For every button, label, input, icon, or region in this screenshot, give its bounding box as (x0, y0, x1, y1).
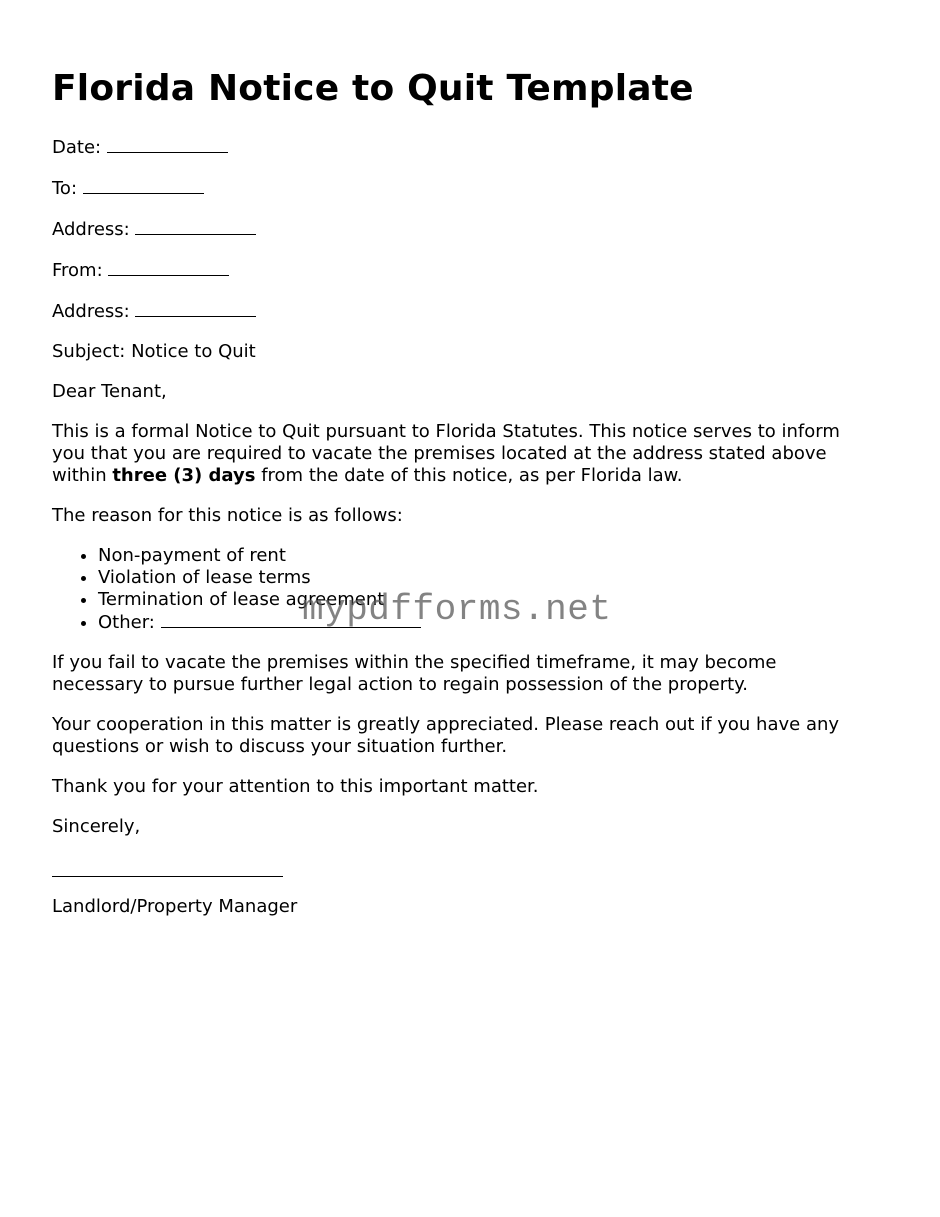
sender-address-blank (135, 300, 256, 317)
reason-heading: The reason for this notice is as follows: (52, 505, 403, 526)
reason-item: • Termination of lease agreement (98, 589, 872, 611)
date-field (52, 136, 872, 159)
from-field (52, 259, 872, 282)
recipient-address-label: Address: (52, 219, 130, 240)
to-field (52, 177, 872, 200)
from-label: From: (52, 260, 103, 281)
reason-item: • Violation of lease terms (98, 567, 872, 589)
subject-line: Subject: Notice to Quit (52, 341, 256, 362)
intro-paragraph (52, 421, 872, 487)
date-label: Date: (52, 137, 102, 158)
sender-address-label: Address: (52, 301, 130, 322)
from-blank (108, 259, 229, 276)
to-blank (83, 177, 204, 194)
other-label: Other: (98, 612, 155, 633)
consequence-paragraph: If you fail to vacate the premises within the specified timeframe, it may become necessary to pursue further legal action to regain possession of the property. (52, 652, 777, 695)
to-label: To: (52, 178, 78, 199)
notice-document (52, 66, 872, 936)
signature-line (52, 860, 872, 882)
salutation: Dear Tenant, (52, 381, 167, 402)
recipient-address-field (52, 218, 872, 241)
signature-blank (52, 860, 283, 877)
intro-text-start: This is a formal Notice to Quit pursuant to Florida Statutes. This notice serves to inform you that you are required to vacate the premises located at the address stated above within (52, 421, 840, 486)
deadline-emphasis: three (3) days (112, 465, 256, 486)
intro-text-end: from the date of this notice, as per Florida law. (255, 465, 683, 486)
closing: Sincerely, (52, 816, 141, 837)
document-title: Florida Notice to Quit Template (52, 68, 694, 109)
cooperation-paragraph: Your cooperation in this matter is greatly appreciated. Please reach out if you have any questions or wish to discuss your situation further. (52, 714, 840, 757)
date-blank (107, 136, 228, 153)
sender-address-field (52, 300, 872, 323)
reason-item: • Non-payment of rent (98, 545, 872, 567)
recipient-address-blank (135, 218, 256, 235)
signatory-title: Landlord/Property Manager (52, 896, 298, 917)
watermark: mypdfforms.net (302, 589, 612, 630)
thanks-paragraph: Thank you for your attention to this important matter. (52, 776, 539, 797)
